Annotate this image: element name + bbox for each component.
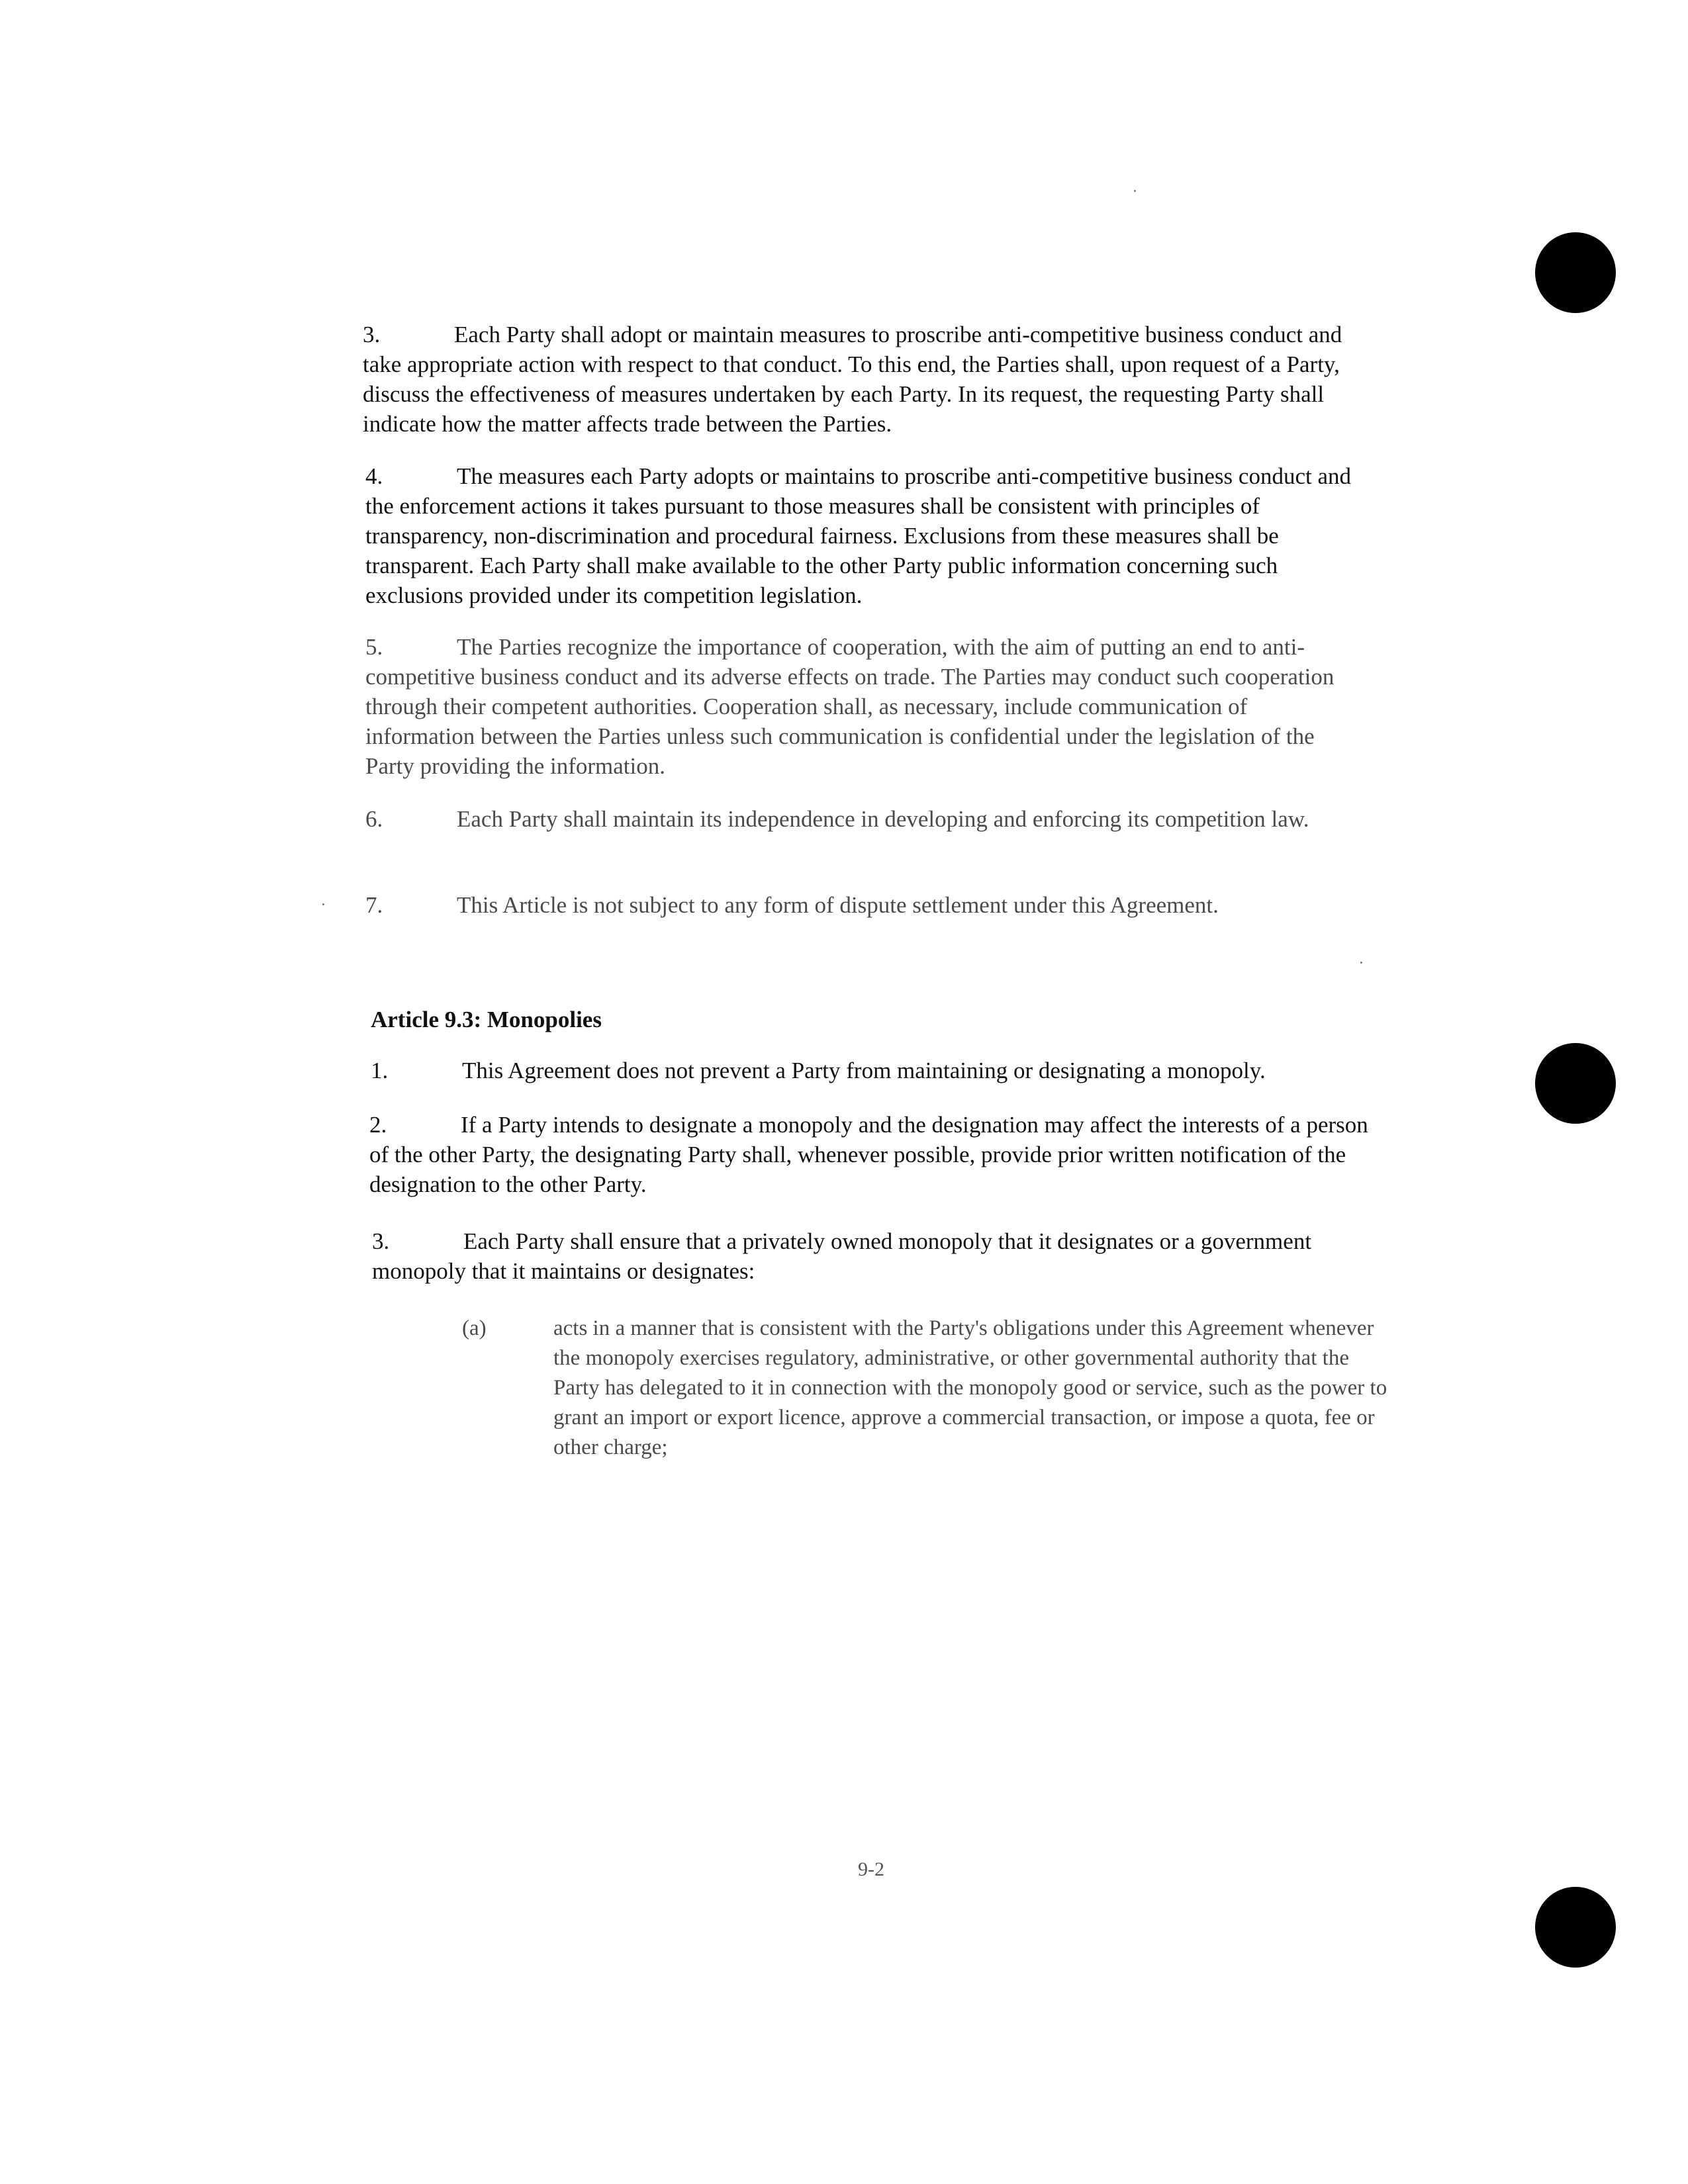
- paragraph-number: 2.: [369, 1112, 387, 1138]
- scan-speck: [322, 903, 324, 905]
- scan-speck: [1360, 962, 1362, 964]
- paragraph-number: 4.: [365, 463, 383, 489]
- monopoly-paragraph-1: [371, 1056, 1370, 1085]
- monopoly-paragraph-2: [369, 1110, 1376, 1199]
- paragraph-number: 3.: [372, 1228, 390, 1254]
- paragraph-text: Each Party shall maintain its independence in developing and enforcing its competition law.: [457, 806, 1309, 832]
- page-number: 9-2: [858, 1858, 884, 1880]
- paragraph-text: The Parties recognize the importance of cooperation, with the aim of putting an end to anti-competitive business conduct and its adverse effects on trade. The Parties may conduct such cooperation through their competent authorities. Cooperation shall, as necessary, include communication of information between the Parties unless such communication is confidential under the legislation of the Party providing the information.: [365, 634, 1335, 779]
- subparagraph-label: (a): [462, 1316, 487, 1340]
- subparagraph-a: [462, 1314, 1389, 1463]
- paragraph-5: [365, 632, 1362, 781]
- paragraph-text: This Article is not subject to any form of dispute settlement under this Agreement.: [457, 892, 1219, 918]
- paragraph-3: [363, 320, 1356, 439]
- paragraph-number: 7.: [365, 892, 383, 918]
- paragraph-number: 1.: [371, 1058, 389, 1083]
- article-heading: Article 9.3: Monopolies: [371, 1007, 602, 1032]
- scan-speck: [1134, 190, 1136, 192]
- paragraph-text: The measures each Party adopts or maintains to proscribe anti-competitive business conduct and the enforcement actions it takes pursuant to those measures shall be consistent with principles of transparency, non-discrimination and procedural fairness. Exclusions from these measures shall be transparent. Each Party shall make available to the other Party public information concerning such exclusions provided under its competition legislation.: [365, 463, 1352, 608]
- paragraph-4: [365, 461, 1358, 610]
- punch-hole: [1535, 1043, 1616, 1124]
- subparagraph-text: acts in a manner that is consistent with the Party's obligations under this Agreement whenever the monopoly exercises regulatory, administrative, or other governmental authority that the Party has delegated to it in connection with the monopoly good or service, such as the power to grant an import or export licence, approve a commercial transaction, or impose a quota, fee or other charge;: [553, 1316, 1387, 1459]
- monopoly-paragraph-3: [372, 1226, 1375, 1286]
- paragraph-number: 5.: [365, 634, 383, 660]
- paragraph-text: Each Party shall ensure that a privately owned monopoly that it designates or a government monopoly that it maintains or designates:: [372, 1228, 1312, 1284]
- paragraph-number: 6.: [365, 806, 383, 832]
- paragraph-text: This Agreement does not prevent a Party from maintaining or designating a monopoly.: [462, 1058, 1266, 1083]
- punch-hole: [1535, 1887, 1616, 1968]
- paragraph-number: 3.: [363, 322, 381, 347]
- paragraph-text: If a Party intends to designate a monopoly and the designation may affect the interests of a person of the other Party, the designating Party shall, whenever possible, provide prior written notification of the designation to the other Party.: [369, 1112, 1368, 1197]
- paragraph-7: [365, 890, 1362, 920]
- paragraph-6: [365, 804, 1362, 834]
- paragraph-text: Each Party shall adopt or maintain measures to proscribe anti-competitive business conduct and take appropriate action with respect to that conduct. To this end, the Parties shall, upon request of a Party, discuss the effectiveness of measures undertaken by each Party. In its request, the requesting Party shall indicate how the matter affects trade between the Parties.: [363, 322, 1342, 437]
- punch-hole: [1535, 232, 1616, 313]
